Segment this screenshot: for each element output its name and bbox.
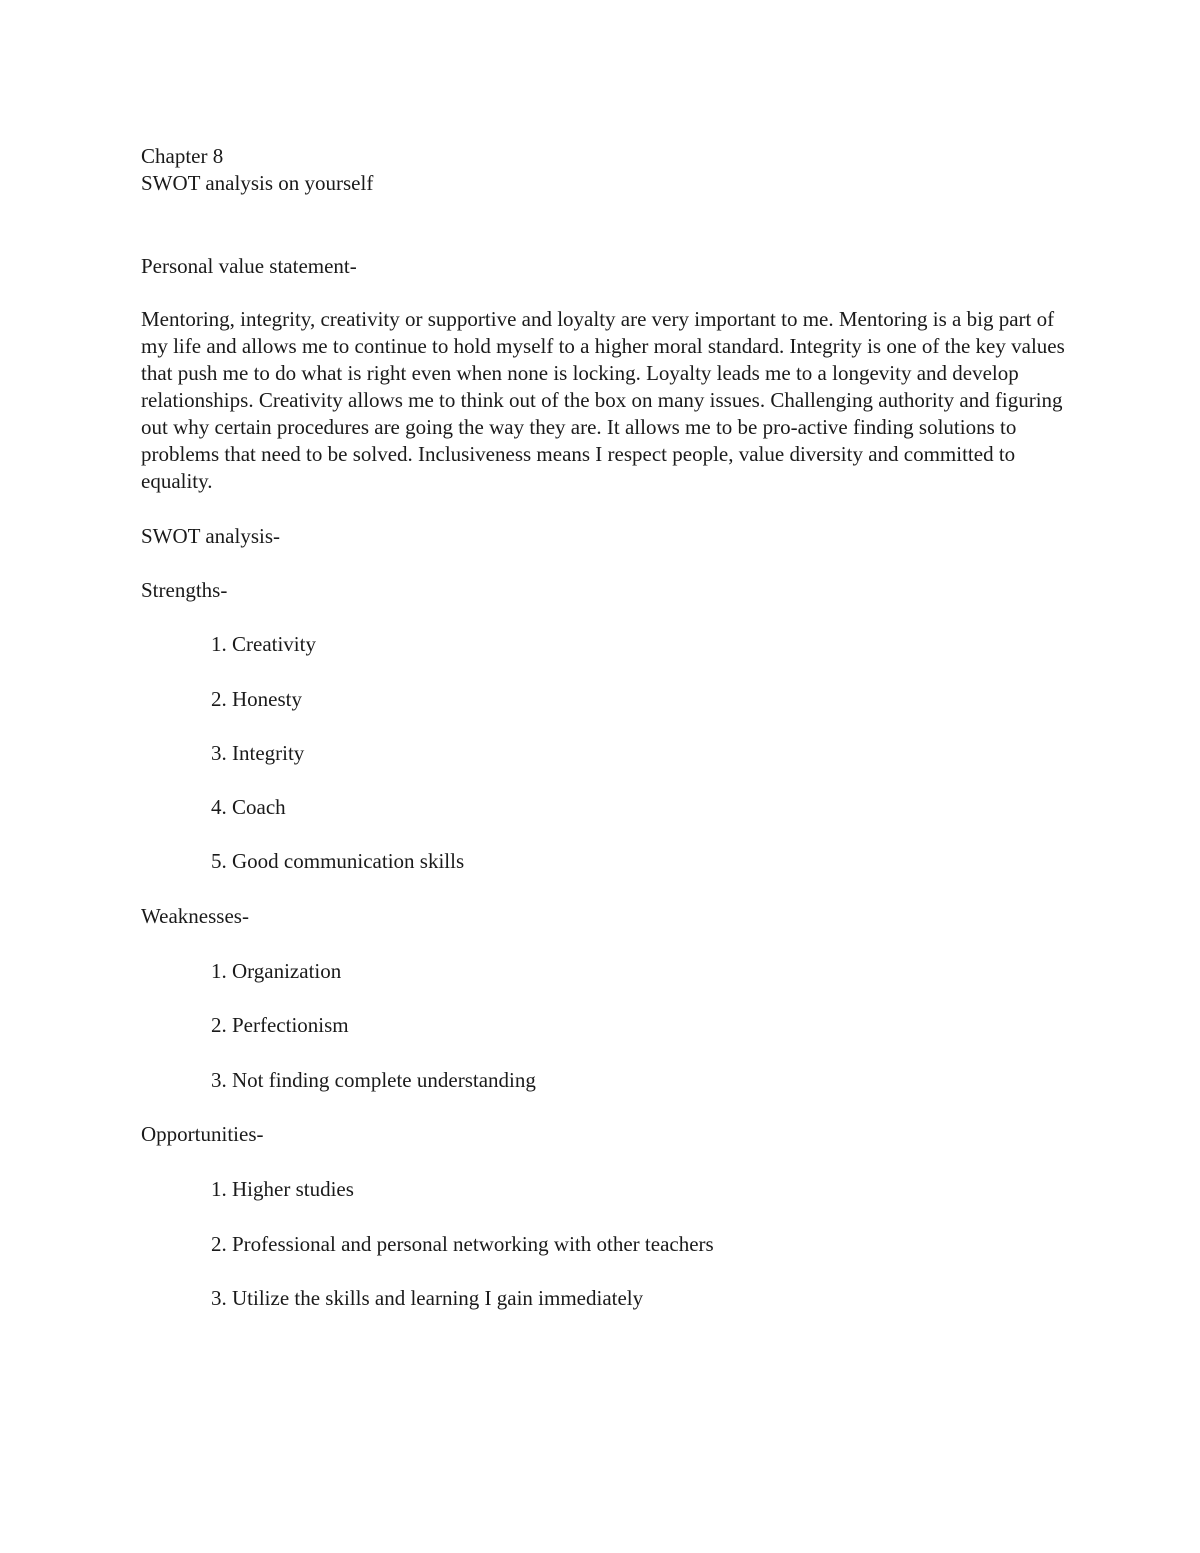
strength-item: 3. Integrity: [211, 741, 305, 765]
weakness-item: 3. Not finding complete understanding: [211, 1068, 536, 1092]
document-subtitle: SWOT analysis on yourself: [141, 171, 374, 195]
strength-item: 4. Coach: [211, 795, 286, 819]
value-statement-paragraph: Mentoring, integrity, creativity or supportive and loyalty are very important to me. Mentoring is a big part of my life and allows me to continue to hold myself to a higher moral standard. Integrity is one of the key values that push me to do what is right even when none is locking. Loyalty leads me to a longevity and develop relationships. Creativity allows me to think out of the box on many issues. Challenging authority and figuring out why certain procedures are going the way they are. It allows me to be pro-active finding solutions to problems that need to be solved. Inclusiveness means I respect people, value diversity and committed to equality.: [141, 307, 1065, 493]
strength-item: 1. Creativity: [211, 632, 316, 656]
weakness-item: 1. Organization: [211, 959, 342, 983]
strengths-heading: Strengths-: [141, 578, 228, 602]
swot-heading: SWOT analysis-: [141, 524, 281, 548]
opportunities-heading: Opportunities-: [141, 1122, 264, 1146]
opportunity-item: 3. Utilize the skills and learning I gain immediately: [211, 1286, 644, 1310]
opportunity-item: 2. Professional and personal networking with other teachers: [211, 1232, 714, 1256]
weakness-item: 2. Perfectionism: [211, 1013, 349, 1037]
strength-item: 2. Honesty: [211, 687, 302, 711]
opportunity-item: 1. Higher studies: [211, 1177, 354, 1201]
strength-item: 5. Good communication skills: [211, 849, 465, 873]
value-statement-heading: Personal value statement-: [141, 254, 357, 278]
weaknesses-heading: Weaknesses-: [141, 904, 249, 928]
chapter-title: Chapter 8: [141, 144, 224, 168]
